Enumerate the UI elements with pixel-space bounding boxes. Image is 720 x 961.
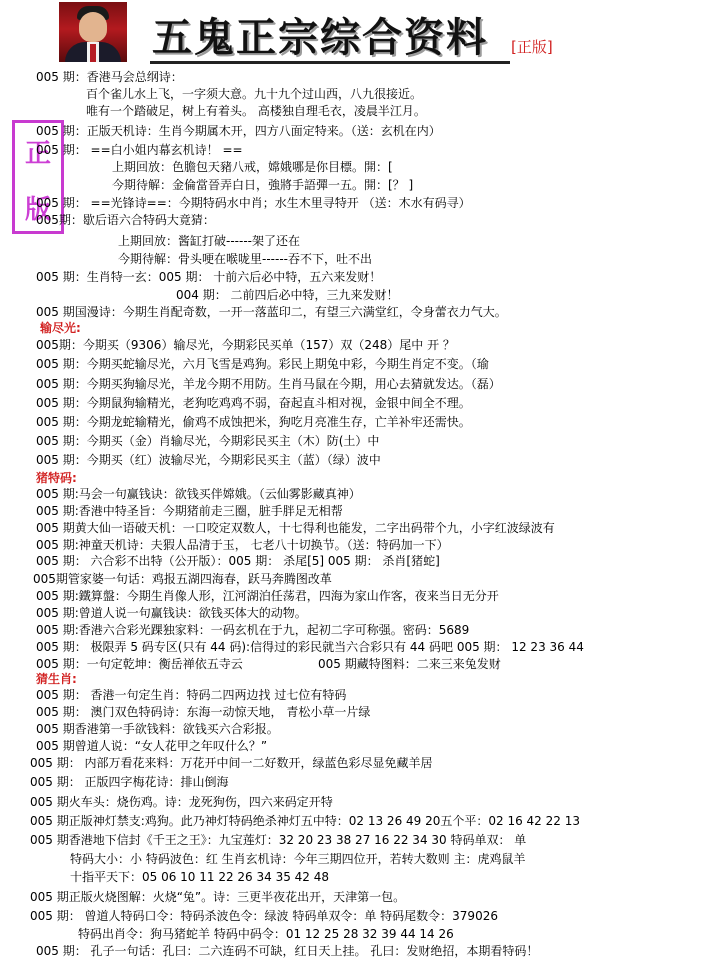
text-line: 005 期:曾道人说一句赢钱诀：欲钱买体大的动物。 [36,606,307,620]
section-heading: 猜生肖: [36,672,77,686]
text-line: 005 期： 曾道人特码口令：特码杀波色令：绿波 特码单双令：单 特码尾数令：379026 [30,909,498,923]
text-line: 005 期:香港六合彩光踝独家料：一码玄机在于九，起初二字可称强。密码：5689 [36,623,470,637]
text-line: 005 期正版神灯禁支:鸡狗。此乃神灯特码绝杀神灯五中特：02 13 26 49 20五个平：02 16 42 22 13 [30,814,580,828]
author-photo [59,2,127,62]
text-line: 特码出肖令：狗马猪蛇羊 特码中码令：01 12 25 28 32 39 44 14 26 [78,927,454,941]
text-line: 005 期：今期买（金）肖输尽光，今期彩民买主（木）防(土）中 [36,434,380,448]
stamp-char: 版 [24,195,51,225]
text-line: 005 期：今期买（红）波输尽光，今期彩民买主（蓝）（绿）波中 [36,453,381,467]
text-line: 百个雀儿水上飞，一字须大意。九十九个过山西，八九很接近。 [86,87,423,101]
text-line: 今期待解：金倫當晉弄白日，強將手語彈一五。開：[？ ] [112,178,414,192]
text-line: 005 期： 内部万看花来料：万花开中间一二好数开，绿蓝色彩尽显免藏羊居 [30,756,433,770]
text-line: 005 期： 香港一句定生肖：特码二四两边找 过七位有特码 [36,688,347,702]
text-line: 005 期：香港马会总纲诗： [36,70,183,84]
text-line: 005期管家婆一句话：鸡报五湖四海春，跃马奔腾图改革 [33,572,332,586]
text-line: 005 期：一句定乾坤：衡岳禅依五寺云 [36,657,243,671]
text-line: 十指平天下：05 06 10 11 22 26 34 35 42 48 [70,870,330,884]
text-line: 005 期藏特图料：二来三来兔发财 [318,657,501,671]
text-line: 上期回放：酱缸打破------架了还在 [118,234,300,248]
text-line: 005 期：生肖特一玄：005 期： 十前六后必中特，五六来发财！ [36,270,382,284]
text-line: 005 期:鐵算盤：今期生肖像人形，江河湖泊任荡君，四海为家山作客，夜来当日无分开 [36,589,499,603]
text-line: 005 期： 六合彩不出特（公开版）：005 期： 杀尾[5] 005 期： 杀肖[猪蛇] [36,554,440,568]
page-title: 五鬼正宗综合资料 [152,14,488,61]
text-line: 005 期正版火烧图解：火烧“兔”。诗：三更半夜花出开，天津第一包。 [30,890,406,904]
text-line: 005 期火车头：烧伤鸡。诗：龙死狗伤，四六来码定开特 [30,795,333,809]
text-line: 005 期香港第一手欲钱料：欲钱买六合彩报。 [36,722,279,736]
text-line: 005 期：今期买狗输尽光，羊龙今期不用防。生肖马鼠在今期，用心去猜就发达。（磊） [36,377,501,391]
section-heading: 猪特码: [36,471,77,485]
text-line: 今期待解：骨头哽在喉咙里------吞不下，吐不出 [118,252,372,266]
text-line: 005 期： 极限弄 5 码专区(只有 44 码):信得过的彩民就当六合彩只有 44 码吧 005 期： 12 23 36 44 [36,640,584,654]
text-line: 005 期：今期龙蛇输精光，偷鸡不成蚀把米，狗吃月亮准生存，亡羊补牢还需快。 [36,415,471,429]
text-line: 特码大小：小 特码波色：红 生肖玄机诗：今年三期四位开，若转大数则 主：虎鸡鼠羊 [70,852,526,866]
text-line: 005 期黄大仙一语破天机：一口咬定双数人，十七得利也能发，二字出码带个九，小字红波绿波有 [36,521,555,535]
text-line: 005 期:神童天机诗：夫猳人品清于玉， 七老八十切换节。（送：特码加一下） [36,538,449,552]
text-line: 005 期： 孔子一句话：孔曰：二六连码不可缺，红日天上挂。 孔曰：发财绝招，本期看特码！ [36,944,539,958]
text-line: 005 期曾道人说：“女人花甲之年叹什么？” [36,739,268,753]
text-line: 005期：今期买（9306）输尽光，今期彩民买单（157）双（248）尾中 开 ？ [36,338,455,352]
stamp-char: 正 [24,139,51,169]
text-line: 005 期： 正版四字梅花诗：排山倒海 [30,775,229,789]
text-line: 005 期国漫诗：今期生肖配奇数，一开一落蓝印二，有望三六满堂红，令身蕾衣力气大。 [36,305,507,319]
genuine-badge: [正版] [511,38,553,56]
text-line: 上期回放：色膽包天豬八戒，嫦娥哪是你目標。開：[ [112,160,393,174]
title-underline [150,61,510,64]
text-line: 唯有一个踏破足，树上有着头。 高楼独自理毛衣，凌晨半江月。 [86,104,426,118]
text-line: 005 期：正版天机诗：生肖今期属木开，四方八面定特来。（送：玄机在内） [36,124,441,138]
text-line: 005 期:马会一句赢钱诀：欲钱买伴嫦娥。（云仙雾影藏真神） [36,487,361,501]
text-line: 005 期： ==白小姐内幕玄机诗！ == [36,143,243,157]
text-line: 004 期： 二前四后必中特，三九来发财！ [176,288,399,302]
text-line: 005 期： 澳门双色特码诗：东海一动惊天地， 青松小草一片绿 [36,705,371,719]
text-line: 005期：歇后语六合特码大竟猜： [36,213,215,227]
text-line: 005 期:香港中特圣旨：今期猪前走三圈，脏手胖足无相帮 [36,504,343,518]
text-line: 005 期香港地下信封《千王之王》：九宝莲灯：32 20 23 38 27 16 22 34 30 特码单双： 单 [30,833,527,847]
text-line: 005 期：今期鼠狗输精光，老狗吃鸡鸡不弱，奋起直斗相对视，金银中间全不理。 [36,396,471,410]
text-line: 005 期：今期买蛇输尽光，六月飞雪是鸡狗。彩民上期兔中彩，今期生肖定不变。（瑜 [36,357,489,371]
section-heading: 输尽光: [40,321,81,335]
text-line: 005 期： ==光锋诗==：今期特码水中肖；水生木里寻特开 （送：木水有码寻） [36,196,471,210]
